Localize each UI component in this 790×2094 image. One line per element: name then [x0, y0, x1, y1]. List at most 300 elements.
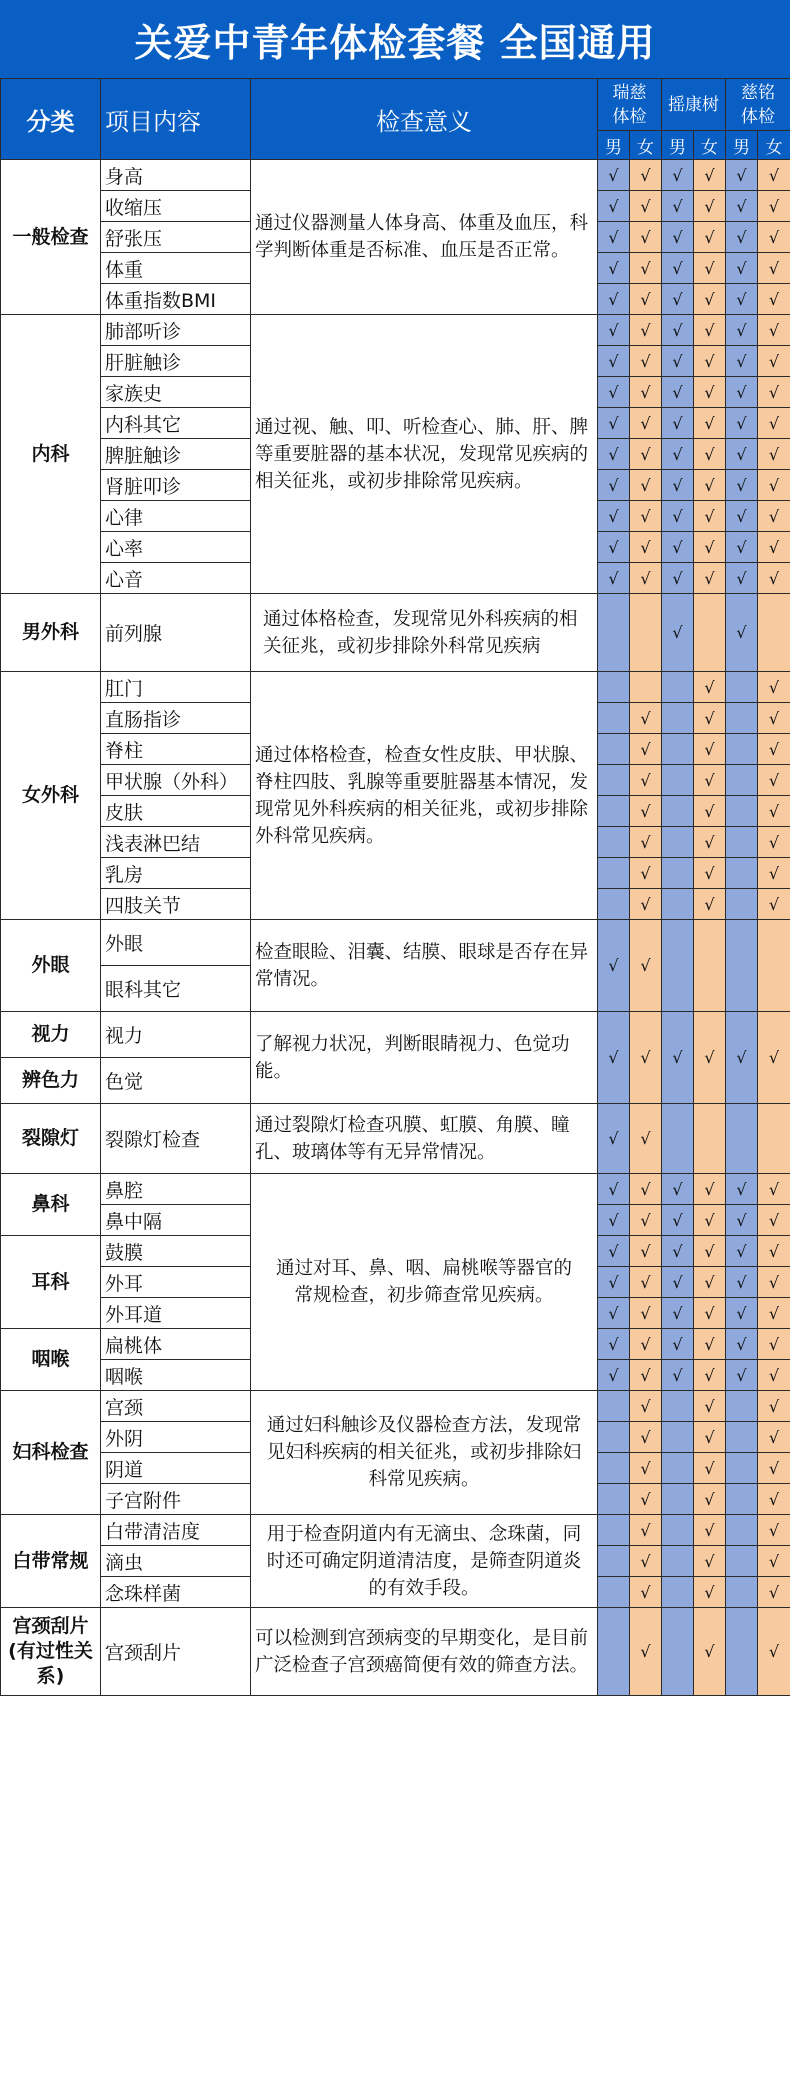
check-cell: [662, 1546, 694, 1577]
check-cell: √: [694, 470, 726, 501]
check-cell: √: [758, 827, 790, 858]
check-cell: √: [630, 765, 662, 796]
check-cell: [598, 1515, 630, 1546]
item-cell: 脊柱: [101, 734, 251, 765]
check-cell: [758, 920, 790, 1012]
check-cell: √: [758, 796, 790, 827]
item-cell: 咽喉: [101, 1360, 251, 1391]
check-cell: √: [630, 315, 662, 346]
check-cell: √: [598, 532, 630, 563]
item-cell: 体重: [101, 253, 251, 284]
check-cell: √: [630, 1577, 662, 1608]
check-cell: √: [598, 470, 630, 501]
check-cell: √: [694, 1422, 726, 1453]
header-male: 男: [726, 131, 758, 160]
check-cell: √: [694, 1546, 726, 1577]
check-cell: √: [630, 1608, 662, 1696]
check-cell: √: [598, 1104, 630, 1174]
check-cell: [662, 765, 694, 796]
check-cell: [726, 1391, 758, 1422]
check-cell: [694, 920, 726, 1012]
check-cell: [598, 734, 630, 765]
check-cell: [726, 1608, 758, 1696]
item-cell: 滴虫: [101, 1546, 251, 1577]
check-cell: √: [758, 377, 790, 408]
check-cell: √: [630, 284, 662, 315]
check-cell: [726, 796, 758, 827]
item-cell: 鼻腔: [101, 1174, 251, 1205]
check-cell: √: [758, 1515, 790, 1546]
check-cell: √: [630, 532, 662, 563]
check-cell: √: [758, 408, 790, 439]
header-item: 项目内容: [101, 79, 251, 160]
category-cell: 耳科: [1, 1236, 101, 1329]
check-cell: √: [758, 1546, 790, 1577]
check-cell: √: [694, 563, 726, 594]
check-cell: [726, 1453, 758, 1484]
check-cell: √: [758, 284, 790, 315]
item-cell: 外眼: [101, 920, 251, 966]
check-cell: [598, 765, 630, 796]
check-cell: √: [726, 1236, 758, 1267]
check-cell: [726, 1515, 758, 1546]
page-title: 关爱中青年体检套餐 全国通用: [0, 0, 790, 78]
item-cell: 乳房: [101, 858, 251, 889]
check-cell: √: [758, 1012, 790, 1104]
check-cell: √: [758, 765, 790, 796]
item-cell: 眼科其它: [101, 966, 251, 1012]
check-cell: [598, 703, 630, 734]
check-cell: [598, 672, 630, 703]
check-cell: √: [662, 594, 694, 672]
check-cell: √: [694, 1577, 726, 1608]
category-cell: 白带常规: [1, 1515, 101, 1608]
check-cell: [726, 1577, 758, 1608]
check-cell: √: [630, 703, 662, 734]
check-cell: √: [598, 1360, 630, 1391]
table-row: [1, 1515, 790, 1546]
check-cell: √: [694, 1515, 726, 1546]
check-cell: [694, 1104, 726, 1174]
meaning-cell: 检查眼睑、泪囊、结膜、眼球是否存在异常情况。: [251, 920, 598, 1012]
item-cell: 鼓膜: [101, 1236, 251, 1267]
check-cell: √: [694, 1391, 726, 1422]
header-male: 男: [662, 131, 694, 160]
check-cell: √: [598, 1012, 630, 1104]
item-cell: 体重指数BMI: [101, 284, 251, 315]
check-cell: √: [662, 563, 694, 594]
check-cell: √: [694, 796, 726, 827]
check-cell: √: [758, 346, 790, 377]
check-cell: √: [726, 253, 758, 284]
check-cell: √: [630, 1329, 662, 1360]
check-cell: √: [758, 315, 790, 346]
check-cell: √: [630, 858, 662, 889]
check-cell: √: [758, 532, 790, 563]
check-cell: √: [694, 1360, 726, 1391]
check-cell: √: [598, 439, 630, 470]
check-cell: √: [630, 377, 662, 408]
check-cell: √: [726, 160, 758, 191]
check-cell: √: [726, 1174, 758, 1205]
check-cell: √: [630, 470, 662, 501]
check-cell: √: [726, 315, 758, 346]
category-cell: 女外科: [1, 672, 101, 920]
check-cell: [630, 672, 662, 703]
check-cell: [630, 594, 662, 672]
meaning-cell: 通过视、触、叩、听检查心、肺、肝、脾等重要脏器的基本状况，发现常见疾病的相关征兆，或初步排除常见疾病。: [251, 315, 598, 594]
check-cell: √: [630, 796, 662, 827]
check-cell: [662, 1391, 694, 1422]
check-cell: [598, 1453, 630, 1484]
check-cell: [726, 734, 758, 765]
check-cell: √: [758, 563, 790, 594]
check-cell: √: [662, 1267, 694, 1298]
check-cell: √: [598, 160, 630, 191]
meaning-cell: 可以检测到宫颈病变的早期变化，是目前广泛检查子宫颈癌简便有效的筛查方法。: [251, 1608, 598, 1696]
check-cell: [662, 703, 694, 734]
check-cell: √: [662, 160, 694, 191]
check-cell: √: [726, 346, 758, 377]
check-cell: √: [694, 191, 726, 222]
check-cell: √: [662, 408, 694, 439]
check-cell: √: [662, 253, 694, 284]
check-cell: √: [662, 501, 694, 532]
check-cell: [598, 1484, 630, 1515]
item-cell: 肛门: [101, 672, 251, 703]
check-cell: [726, 858, 758, 889]
item-cell: 外阴: [101, 1422, 251, 1453]
check-cell: √: [662, 315, 694, 346]
check-cell: √: [598, 920, 630, 1012]
item-cell: 内科其它: [101, 408, 251, 439]
check-cell: √: [694, 284, 726, 315]
item-cell: 宫颈: [101, 1391, 251, 1422]
check-cell: √: [598, 1329, 630, 1360]
check-cell: √: [758, 191, 790, 222]
check-cell: √: [662, 377, 694, 408]
check-cell: √: [630, 1484, 662, 1515]
check-cell: √: [630, 439, 662, 470]
check-cell: [758, 1104, 790, 1174]
check-cell: √: [726, 377, 758, 408]
check-cell: √: [694, 672, 726, 703]
check-cell: √: [630, 160, 662, 191]
check-cell: √: [758, 1174, 790, 1205]
check-cell: √: [598, 1205, 630, 1236]
check-cell: √: [758, 672, 790, 703]
check-cell: √: [662, 1360, 694, 1391]
check-cell: [598, 796, 630, 827]
check-cell: √: [758, 1608, 790, 1696]
item-cell: 浅表淋巴结: [101, 827, 251, 858]
meaning-cell: 了解视力状况，判断眼睛视力、色觉功能。: [251, 1012, 598, 1104]
check-cell: √: [662, 1329, 694, 1360]
check-cell: √: [694, 765, 726, 796]
check-cell: √: [630, 253, 662, 284]
check-cell: √: [694, 858, 726, 889]
check-cell: √: [694, 222, 726, 253]
check-cell: √: [694, 1329, 726, 1360]
check-cell: √: [758, 1360, 790, 1391]
check-cell: √: [630, 1012, 662, 1104]
check-cell: √: [630, 222, 662, 253]
check-cell: √: [598, 1236, 630, 1267]
check-cell: √: [694, 734, 726, 765]
item-cell: 扁桃体: [101, 1329, 251, 1360]
check-cell: √: [758, 1236, 790, 1267]
check-cell: [598, 889, 630, 920]
check-cell: [598, 594, 630, 672]
check-cell: [598, 858, 630, 889]
table-row: [1, 594, 790, 672]
category-cell: 外眼: [1, 920, 101, 1012]
check-cell: √: [726, 284, 758, 315]
check-cell: √: [758, 1484, 790, 1515]
check-cell: [662, 920, 694, 1012]
category-cell: 一般检查: [1, 160, 101, 315]
check-cell: √: [694, 253, 726, 284]
check-cell: √: [598, 408, 630, 439]
check-cell: √: [598, 346, 630, 377]
check-cell: √: [662, 284, 694, 315]
check-cell: √: [630, 191, 662, 222]
check-cell: [694, 594, 726, 672]
meaning-cell: 用于检查阴道内有无滴虫、念珠菌，同时还可确定阴道清洁度，是筛查阴道炎的有效手段。: [251, 1515, 598, 1608]
check-cell: √: [630, 408, 662, 439]
check-cell: √: [694, 501, 726, 532]
check-cell: [726, 1422, 758, 1453]
header-male: 男: [598, 131, 630, 160]
check-cell: √: [694, 827, 726, 858]
check-cell: [662, 1104, 694, 1174]
check-cell: [598, 1391, 630, 1422]
check-cell: √: [662, 1298, 694, 1329]
item-cell: 皮肤: [101, 796, 251, 827]
check-cell: √: [630, 1360, 662, 1391]
category-cell: 宫颈刮片 (有过性关系): [1, 1608, 101, 1696]
check-cell: √: [630, 1267, 662, 1298]
check-cell: √: [662, 222, 694, 253]
table-row: [1, 1174, 790, 1205]
item-cell: 心律: [101, 501, 251, 532]
table-row: [1, 920, 790, 966]
check-cell: √: [630, 920, 662, 1012]
check-cell: [598, 827, 630, 858]
check-cell: √: [726, 1329, 758, 1360]
check-cell: √: [694, 1012, 726, 1104]
check-cell: √: [598, 191, 630, 222]
check-cell: √: [726, 470, 758, 501]
item-cell: 宫颈刮片: [101, 1608, 251, 1696]
check-cell: √: [694, 1174, 726, 1205]
item-cell: 身高: [101, 160, 251, 191]
check-cell: [662, 827, 694, 858]
item-cell: 白带清洁度: [101, 1515, 251, 1546]
item-cell: 前列腺: [101, 594, 251, 672]
check-cell: √: [694, 408, 726, 439]
table-row: [1, 1608, 790, 1696]
check-cell: √: [758, 1391, 790, 1422]
check-cell: √: [598, 1298, 630, 1329]
check-cell: √: [630, 1205, 662, 1236]
check-cell: [726, 703, 758, 734]
check-cell: √: [726, 1205, 758, 1236]
check-cell: √: [694, 532, 726, 563]
check-cell: √: [726, 1360, 758, 1391]
item-cell: 直肠指诊: [101, 703, 251, 734]
check-cell: √: [726, 1012, 758, 1104]
meaning-cell: 通过对耳、鼻、咽、扁桃喉等器官的常规检查，初步筛查常见疾病。: [251, 1174, 598, 1391]
item-cell: 鼻中隔: [101, 1205, 251, 1236]
check-cell: √: [758, 1298, 790, 1329]
check-cell: [598, 1546, 630, 1577]
header-female: 女: [694, 131, 726, 160]
meaning-cell: 通过体格检查，发现常见外科疾病的相关征兆，或初步排除外科常见疾病: [251, 594, 598, 672]
table-row: [1, 160, 790, 191]
item-cell: 色觉: [101, 1058, 251, 1104]
check-cell: √: [662, 191, 694, 222]
check-cell: √: [598, 1267, 630, 1298]
check-cell: √: [758, 1422, 790, 1453]
check-cell: √: [662, 1012, 694, 1104]
item-cell: 视力: [101, 1012, 251, 1058]
item-cell: 阴道: [101, 1453, 251, 1484]
item-cell: 心音: [101, 563, 251, 594]
check-cell: [598, 1608, 630, 1696]
check-cell: √: [630, 346, 662, 377]
category-cell: 男外科: [1, 594, 101, 672]
check-cell: √: [726, 501, 758, 532]
item-cell: 肝脏触诊: [101, 346, 251, 377]
check-cell: √: [630, 1174, 662, 1205]
check-cell: √: [726, 408, 758, 439]
check-cell: √: [758, 858, 790, 889]
category-cell: 妇科检查: [1, 1391, 101, 1515]
item-cell: 甲状腺（外科）: [101, 765, 251, 796]
check-cell: [662, 734, 694, 765]
check-cell: √: [630, 563, 662, 594]
item-cell: 脾脏触诊: [101, 439, 251, 470]
check-cell: [662, 889, 694, 920]
check-cell: √: [694, 1453, 726, 1484]
check-cell: √: [726, 439, 758, 470]
check-cell: [726, 672, 758, 703]
check-cell: [662, 1577, 694, 1608]
category-cell: 视力: [1, 1012, 101, 1058]
header-female: 女: [630, 131, 662, 160]
check-cell: √: [758, 1205, 790, 1236]
check-cell: [726, 1546, 758, 1577]
check-cell: √: [694, 160, 726, 191]
check-cell: √: [598, 501, 630, 532]
check-cell: √: [694, 1205, 726, 1236]
check-cell: √: [726, 532, 758, 563]
check-cell: √: [694, 377, 726, 408]
check-cell: √: [758, 470, 790, 501]
header-provider-ruici: 瑞慈体检: [598, 79, 662, 131]
check-cell: √: [694, 439, 726, 470]
check-cell: √: [694, 889, 726, 920]
check-cell: √: [758, 253, 790, 284]
check-cell: √: [630, 501, 662, 532]
meaning-cell: 通过仪器测量人体身高、体重及血压，科学判断体重是否标准、血压是否正常。: [251, 160, 598, 315]
check-cell: √: [662, 1205, 694, 1236]
check-cell: √: [694, 1236, 726, 1267]
check-cell: √: [758, 439, 790, 470]
item-cell: 外耳道: [101, 1298, 251, 1329]
check-cell: [726, 889, 758, 920]
header-provider-ciming: 慈铭体检: [726, 79, 790, 131]
check-cell: √: [662, 346, 694, 377]
check-cell: √: [630, 1546, 662, 1577]
check-cell: √: [694, 315, 726, 346]
check-cell: [726, 920, 758, 1012]
check-cell: √: [758, 1329, 790, 1360]
check-cell: √: [630, 734, 662, 765]
table-row: [1, 1104, 790, 1174]
check-cell: √: [694, 1608, 726, 1696]
check-cell: [662, 858, 694, 889]
check-cell: √: [630, 1422, 662, 1453]
check-cell: √: [694, 1267, 726, 1298]
check-cell: [662, 1484, 694, 1515]
check-cell: √: [758, 1577, 790, 1608]
check-cell: √: [662, 439, 694, 470]
check-cell: √: [726, 594, 758, 672]
check-cell: √: [758, 734, 790, 765]
header-meaning: 检查意义: [251, 79, 598, 160]
check-cell: √: [726, 222, 758, 253]
check-cell: √: [758, 1453, 790, 1484]
check-cell: √: [598, 315, 630, 346]
check-cell: √: [694, 1298, 726, 1329]
check-cell: √: [598, 284, 630, 315]
check-cell: √: [726, 1298, 758, 1329]
check-cell: [662, 1608, 694, 1696]
item-cell: 外耳: [101, 1267, 251, 1298]
check-cell: √: [630, 827, 662, 858]
header-provider-yaokangshu: 摇康树: [662, 79, 726, 131]
check-cell: √: [630, 1453, 662, 1484]
check-cell: √: [662, 532, 694, 563]
header-category: 分类: [1, 79, 101, 160]
check-cell: √: [694, 346, 726, 377]
check-cell: √: [758, 889, 790, 920]
item-cell: 肾脏叩诊: [101, 470, 251, 501]
header-female: 女: [758, 131, 790, 160]
check-cell: √: [630, 889, 662, 920]
check-cell: √: [662, 1236, 694, 1267]
check-cell: √: [630, 1104, 662, 1174]
meaning-cell: 通过裂隙灯检查巩膜、虹膜、角膜、瞳孔、玻璃体等有无异常情况。: [251, 1104, 598, 1174]
check-cell: [598, 1577, 630, 1608]
check-cell: √: [726, 1267, 758, 1298]
table-row: [1, 672, 790, 703]
check-cell: [726, 1104, 758, 1174]
check-cell: [662, 672, 694, 703]
check-cell: √: [694, 703, 726, 734]
check-cell: √: [598, 377, 630, 408]
item-cell: 肺部听诊: [101, 315, 251, 346]
check-cell: [758, 594, 790, 672]
check-cell: [662, 1453, 694, 1484]
check-cell: [726, 1484, 758, 1515]
check-cell: √: [662, 470, 694, 501]
category-cell: 鼻科: [1, 1174, 101, 1236]
check-cell: [662, 1515, 694, 1546]
meaning-cell: 通过体格检查，检查女性皮肤、甲状腺、脊柱四肢、乳腺等重要脏器基本情况，发现常见外科疾病的相关征兆，或初步排除外科常见疾病。: [251, 672, 598, 920]
